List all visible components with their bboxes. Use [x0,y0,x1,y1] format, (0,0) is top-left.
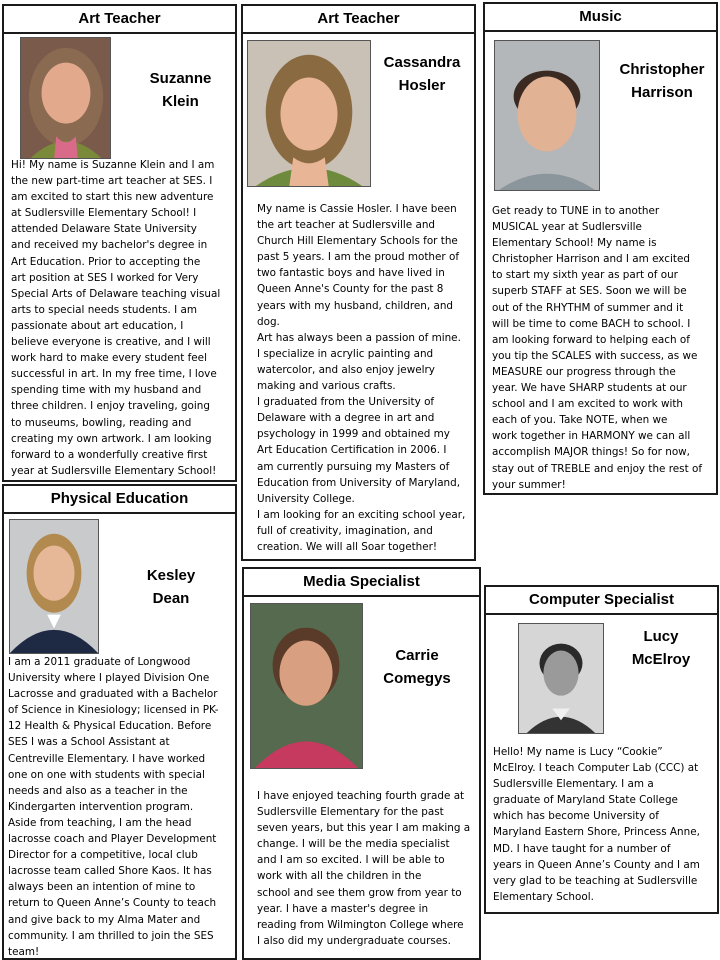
staff-card-comegys [242,567,481,960]
staff-bio: I am a 2011 graduate of Longwood University where I played Division One Lacrosse and graduated with a Bachelor of Science in Kinesiology; licensed in PK- 12 Health & Physical Education. Before SES I was a School Assistant at Centreville Elementary. I have worked one on one with students with special needs and also as a teacher in the Kindergarten intervention program. Aside from teaching, I am the head lacrosse coach and Player Development Director for a competitive, local club lacrosse team called Shore Kaos. It has always been an intention of mine to return to Queen Anne’s County to teach and give back to my Alma Mater and community. I am thrilled to join the SES team! [8,656,219,958]
card-heading: Music [485,4,716,32]
staff-card-harrison [483,2,718,495]
staff-name: Carrie Comegys [383,647,451,687]
staff-name: Suzanne Klein [149,70,212,110]
staff-bio: My name is Cassie Hosler. I have been the art teacher at Sudlersville and Church Hill Elementary Schools for the past 5 years. I am the proud mother of two fantastic boys and have lived in Queen Anne's County for the past 8 years with my husband, children, and dog. Art has always been a passion of mine. I specialize in acrylic painting and watercolor, and also enjoy jewelry making and various crafts. I graduated from the University of Delaware with a degree in art and psychology in 1999 and obtained my Art Education Certification in 2006. I am currently pursuing my Masters of Education from University of Maryland, University College. I am looking for an exciting school year, full of creativity, imagination, and creation. We will all Soar together! [257,203,466,553]
card-heading: Media Specialist [244,569,479,597]
staff-name: Cassandra Hosler [383,54,461,94]
staff-photo [20,37,111,159]
staff-photo [518,623,604,734]
staff-name: Lucy McElroy [631,628,691,668]
staff-card-klein [2,4,237,482]
card-heading: Computer Specialist [486,587,717,615]
card-heading: Art Teacher [243,6,474,34]
staff-photo [250,603,363,769]
staff-name: Kesley Dean [146,567,196,607]
staff-photo [247,40,371,187]
staff-card-mcelroy [484,585,719,914]
card-heading: Art Teacher [4,6,235,34]
staff-bio: Get ready to TUNE in to another MUSICAL year at Sudlersville Elementary School! My name is Christopher Harrison and I am excited to start my sixth year as part of our superb STAFF at SES. Soon we will be out of the RHYTHM of summer and it will be time to come BACH to school. I am looking forward to helping each of you tip the SCALES with success, as we MEASURE our progress through the year. We have SHARP students at our school and I am excited to work with each of you. Take NOTE, when we work together in HARMONY we can all accomplish MAJOR things! So for now, stay out of TREBLE and enjoy the rest of your summer! [492,205,702,491]
staff-bio: Hello! My name is Lucy “Cookie” McElroy. I teach Computer Lab (CCC) at Sudlersville Elementary. I am a graduate of Maryland State College which has become University of Maryland Eastern Shore, Princess Anne, MD. I have taught for a number of years in Queen Anne’s County and I am very glad to be teaching at Sudlersville Elementary School. [493,746,700,903]
staff-photo [494,40,600,191]
staff-bio: Hi! My name is Suzanne Klein and I am the new part-time art teacher at SES. I am excited to start this new adventure at Sudlersville Elementary School! I attended Delaware State University and received my bachelor's degree in Art Education. Prior to accepting the art position at SES I worked for Very Special Arts of Delaware teaching visual arts to special needs students. I am passionate about art education, I believe everyone is creative, and I will work hard to make every student feel successful in art. In my free time, I love spending time with my husband and three children. I enjoy traveling, going to museums, bowling, reading and creating my own artwork. I am looking forward to a wonderfully creative first year at Sudlersville Elementary School! [11,159,221,477]
staff-name: Christopher Harrison [619,61,705,101]
staff-bio: I have enjoyed teaching fourth grade at Sudlersville Elementary for the past seven years, but this year I am making a change. I will be the media specialist and I am so excited. I will be able to work with all the children in the school and see them grow from year to year. I have a master's degree in reading from Wilmington College where I also did my undergraduate courses. [257,790,471,947]
staff-card-hosler [241,4,476,561]
staff-card-dean [2,484,237,960]
staff-photo [9,519,99,654]
card-heading: Physical Education [4,486,235,514]
